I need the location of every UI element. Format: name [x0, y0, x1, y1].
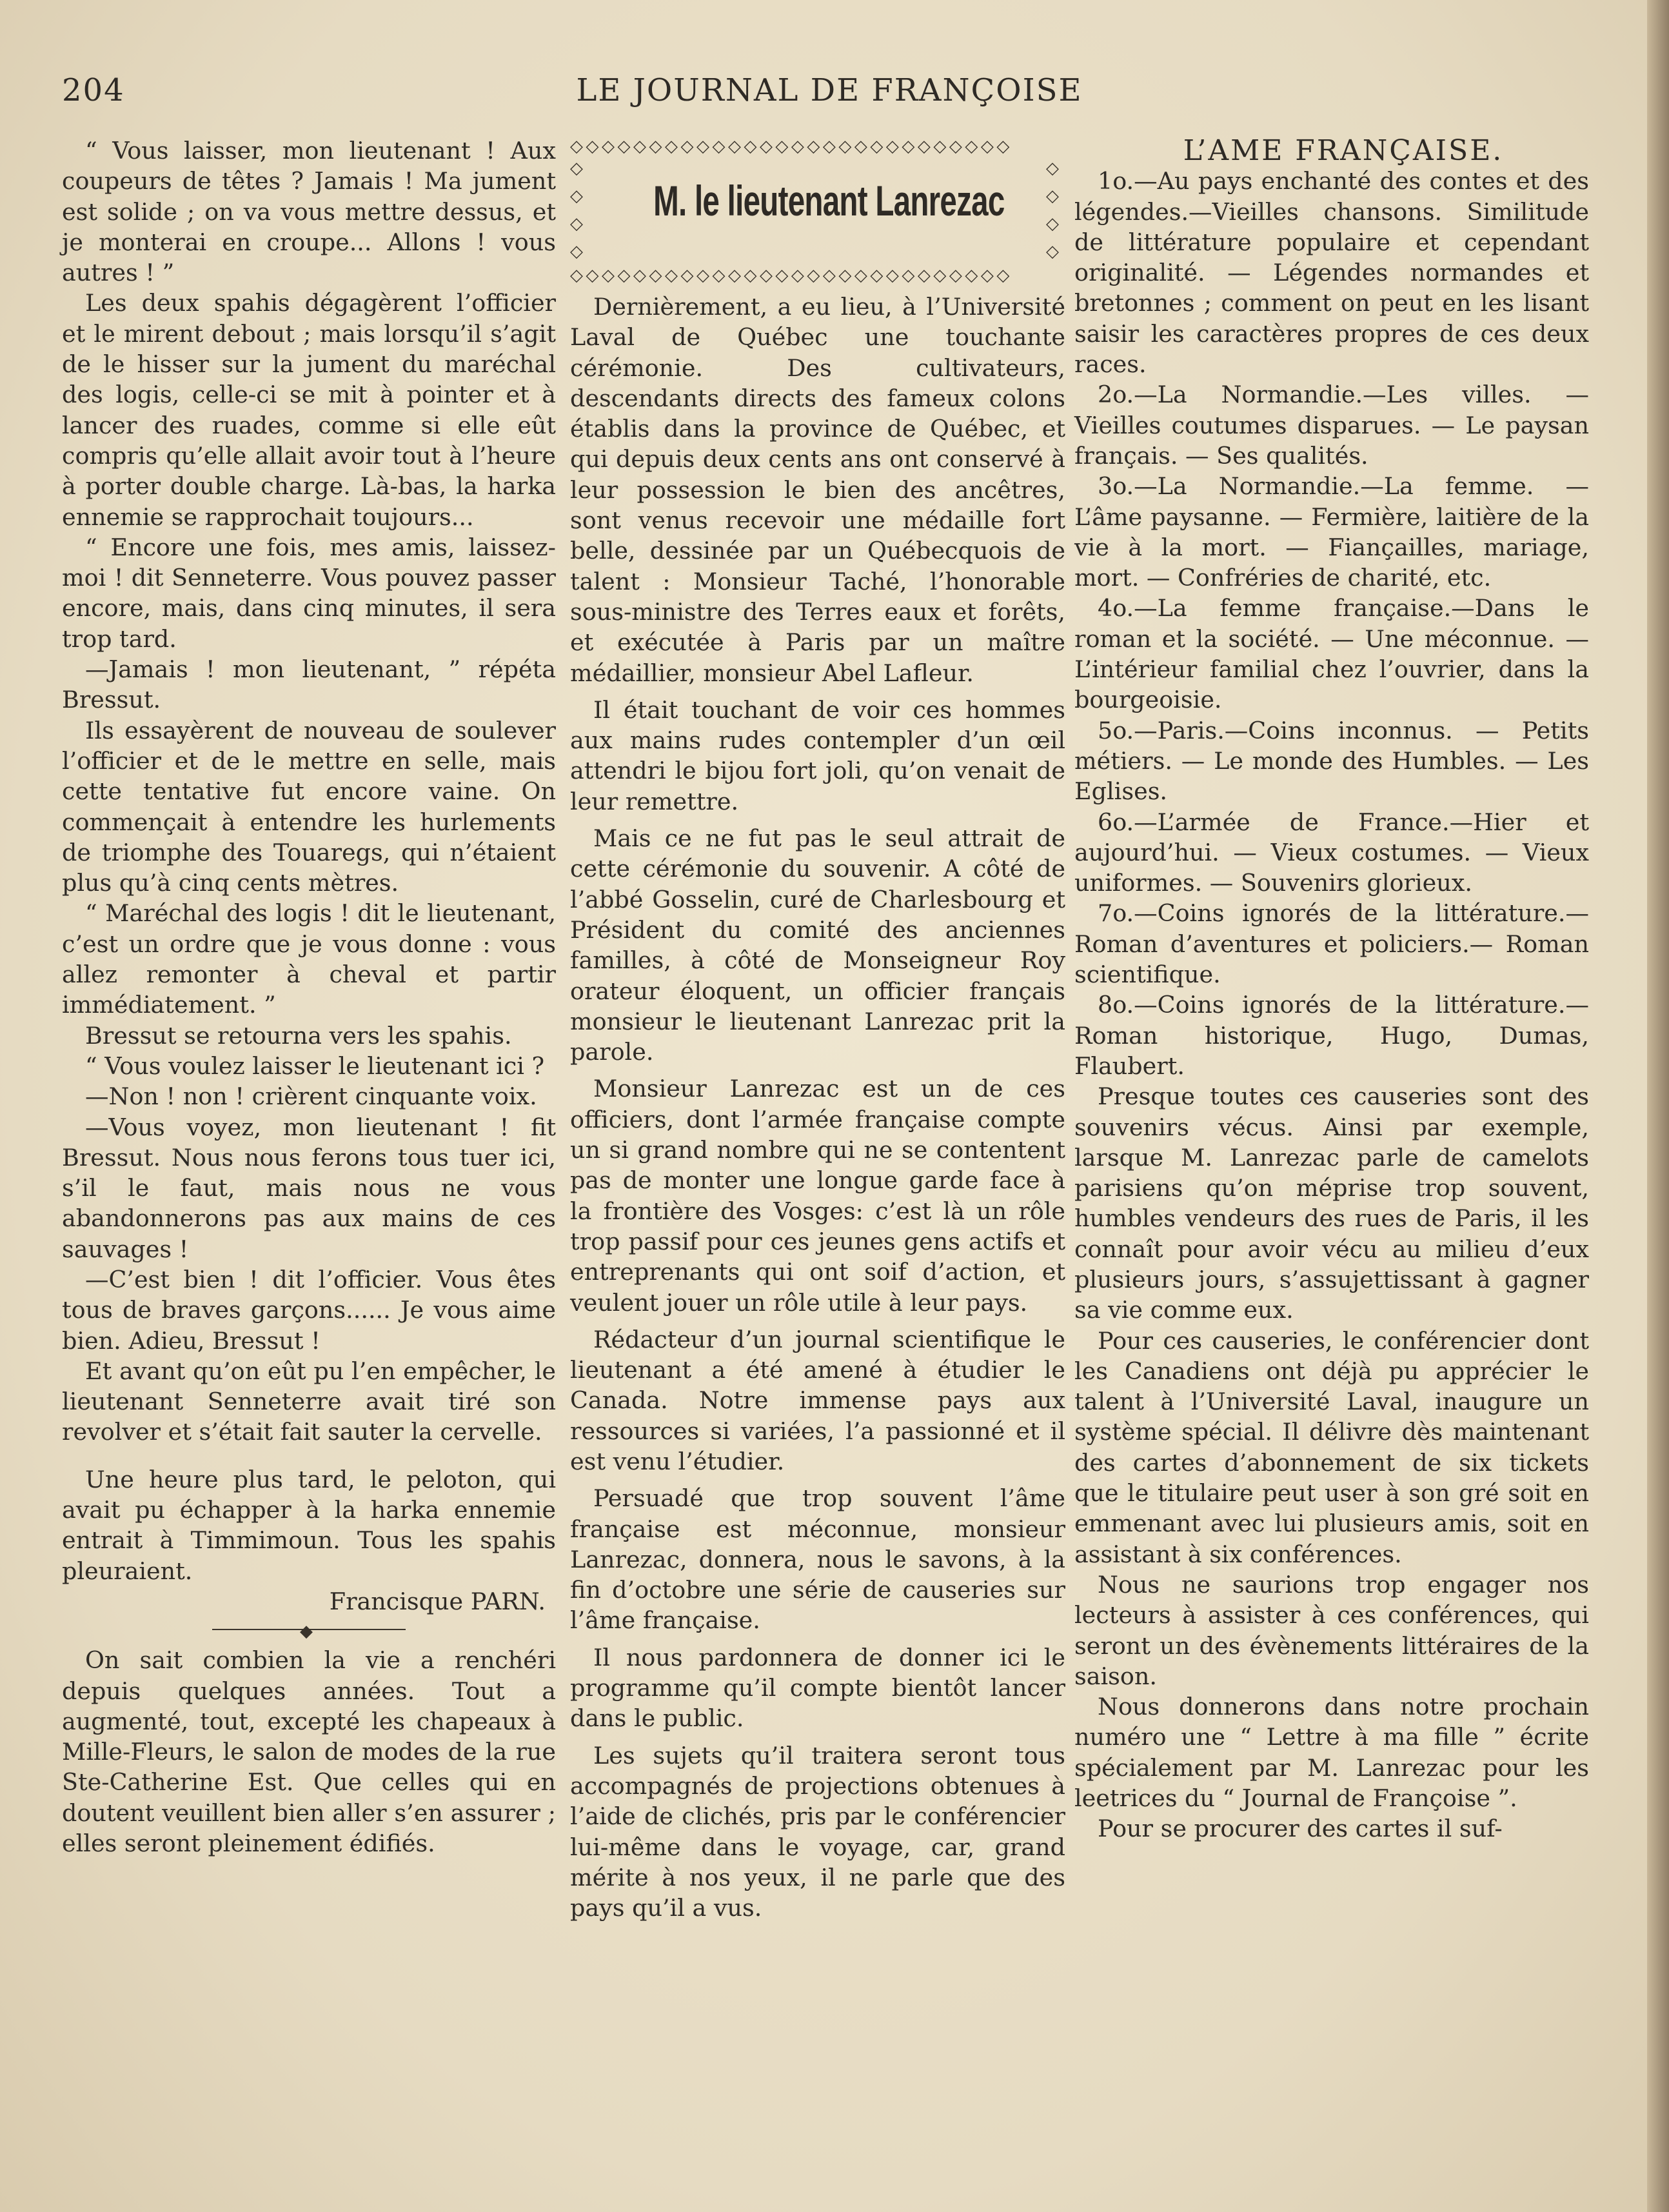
section-title: L’AME FRANÇAISE. [1183, 134, 1504, 167]
diamond-border-bottom: ◇◇◇◇◇◇◇◇◇◇◇◇◇◇◇◇◇◇◇◇◇◇◇◇◇◇◇◇ [570, 267, 1012, 284]
paragraph: Presque toutes ces causeries sont des souvenirs vécus. Ainsi par exemple, larsque M. Lanrezac parle de camelots parisiens qu’on méprise trop souvent, humbles vendeurs des rues de Paris, il les connaît pour avoir vécu au milieu d’eux plusieurs jours, s’assujettissant à gagner sa vie comme eux. [1074, 1082, 1589, 1324]
paragraph: Les deux spahis dégagèrent l’officier et le mirent debout ; mais lorsqu’il s’agit de le hisser sur la jument du maréchal des logis, celle-ci se mit à pointer et à lancer des ruades, comme si elle eût compris qu’elle allait avoir tout à l’heure à porter double charge. Là-bas, la harka ennemie se rapprochait toujours... [62, 289, 556, 531]
diamond-border-top: ◇◇◇◇◇◇◇◇◇◇◇◇◇◇◇◇◇◇◇◇◇◇◇◇◇◇◇◇ [570, 138, 1012, 155]
paragraph: Ils essayèrent de nouveau de soulever l’officier et de le mettre en selle, mais cette tentative fut encore vaine. On commençait à entendre les hurlements de triomphe des Touaregs, qui n’étaient plus qu’à cinq cents mètres. [62, 716, 556, 897]
column-left [62, 135, 556, 1858]
paragraph: Dernièrement, a eu lieu, à l’Université Laval de Québec une touchante cérémonie. Des cultivateurs, descendants directs des fameux colons établis dans la province de Québec, et qui depuis deux cents ans ont conservé à leur possession le bien des ancêtres, sont venus recevoir une médaille fort belle, dessinée par un Québecquois de talent : Monsieur Taché, l’honorable sous-ministre des Terres eaux et forêts, et exécutée à Paris par un maître médaillier, monsieur Abel Lafleur. [570, 293, 1065, 687]
paragraph: —Jamais ! mon lieutenant, ” répéta Bressut. [62, 655, 556, 714]
column-right [1074, 135, 1589, 1844]
paragraph: Pour ces causeries, le conférencier dont les Canadiens ont déjà pu apprécier le talent à l’Université Laval, inaugure un système spécial. Il délivre dès maintenant des cartes d’abonnement de six tickets que le titulaire peut user à son gré soit en emmenant avec lui plusieurs amis, soit en assistant à six conférences. [1074, 1326, 1589, 1568]
paragraph: Persuadé que trop souvent l’âme française est méconnue, monsieur Lanrezac, donnera, nous le savons, à la fin d’octobre une série de causeries sur l’âme française. [570, 1484, 1065, 1635]
section-divider [212, 1622, 406, 1637]
diamond-border-left: ◇ ◇ ◇ ◇ [570, 159, 583, 261]
paragraph: —C’est bien ! dit l’officier. Vous êtes tous de braves garçons...... Je vous aime bien. Adieu, Bressut ! [62, 1265, 556, 1355]
paragraph: Monsieur Lanrezac est un de ces officiers, dont l’armée française compte un si grand nombre qui ne se contentent pas de monter une longue garde face à la frontière des Vosges: c’est là un rôle trop passif pour ces jeunes gens actifs et entreprenants qui ont soif d’action, et veulent jouer un rôle utile à leur pays. [570, 1075, 1065, 1317]
paragraph: Nous donnerons dans notre prochain numéro une “ Lettre à ma fille ” écrite spécialement par M. Lanrezac pour les leetrices du “ Journal de Françoise ”. [1074, 1693, 1589, 1813]
paragraph: Pour se procurer des cartes il suf- [1098, 1815, 1503, 1843]
paragraph: Les sujets qu’il traitera seront tous accompagnés de projections obtenues à l’aide de clichés, pris par le conférencier lui-même dans le voyage, car, grand mérite à nos yeux, il ne parle que des pays qu’il a vus. [570, 1741, 1065, 1922]
page-header [62, 72, 1597, 117]
paragraph: “ Vous laisser, mon lieutenant ! Aux coupeurs de têtes ? Jamais ! Ma jument est solide ; on va vous mettre dessus, et je monterai en croupe... Allons ! vous autres ! ” [62, 137, 556, 287]
paragraph: Nous ne saurions trop engager nos lecteurs à assister à ces conférences, qui seront un des évènements littéraires de la saison. [1074, 1570, 1589, 1690]
program-item: 5o.—Paris.—Coins inconnus. — Petits métiers. — Le monde des Humbles. — Les Eglises. [1074, 716, 1589, 806]
signature [62, 1586, 556, 1617]
signature-first: Francisque [329, 1587, 464, 1615]
paragraph: —Non ! non ! crièrent cinquante voix. [85, 1082, 537, 1111]
article-title-frame [570, 135, 1065, 285]
column-middle [570, 135, 1065, 1923]
program-item: 3o.—La Normandie.—La femme. — L’âme paysanne. — Fermière, laitière de la vie à la mort. — Fiançailles, mariage, mort. — Confréries de charité, etc. [1074, 472, 1589, 592]
paragraph: —Vous voyez, mon lieutenant ! fit Bressut. Nous nous ferons tous tuer ici, s’il le faut, mais nous ne vous abandonnerons pas aux mains de ces sauvages ! [62, 1113, 556, 1263]
diamond-border-right: ◇ ◇ ◇ ◇ [1046, 159, 1059, 261]
program-item: 7o.—Coins ignorés de la littérature.—Roman d’aventures et policiers.— Roman scientifique. [1074, 899, 1589, 989]
signature-last: PARN. [470, 1587, 546, 1615]
paragraph: “ Maréchal des logis ! dit le lieutenant, c’est un ordre que je vous donne : vous allez remonter à cheval et partir immédiatement. ” [62, 899, 556, 1019]
program-item: 1o.—Au pays enchanté des contes et des légendes.—Vieilles chansons. Similitude de littérature populaire et cependant originalité. — Légendes normandes et bretonnes ; comment on peut en les lisant saisir les caractères propres de ces deux races. [1074, 167, 1589, 379]
page-edge [1647, 0, 1669, 2212]
paragraph: Mais ce ne fut pas le seul attrait de cette cérémonie du souvenir. A côté de l’abbé Gosselin, curé de Charlesbourg et Président du comité des anciennes familles, à côté de Monseigneur Roy orateur éloquent, un officier français monsieur le lieutenant Lanrezac prit la parole. [570, 824, 1065, 1066]
paragraph: “ Vous voulez laisser le lieutenant ici ? [85, 1051, 545, 1080]
program-item: 6o.—L’armée de France.—Hier et aujourd’hui. — Vieux costumes. — Vieux uniformes. — Souvenirs glorieux. [1074, 808, 1589, 897]
program-item: 4o.—La femme française.—Dans le roman et la société. — Une méconnue. — L’intérieur familial chez l’ouvrier, dans la bourgeoisie. [1074, 594, 1589, 714]
paragraph: “ Encore une fois, mes amis, laissez-moi ! dit Senneterre. Vous pouvez passer encore, mais, dans cinq minutes, il sera trop tard. [62, 533, 556, 653]
paragraph: Il était touchant de voir ces hommes aux mains rudes contempler d’un œil attendri le bijou fort joli, qu’on venait de leur remettre. [570, 695, 1065, 815]
notice-paragraph: On sait combien la vie a renchéri depuis quelques années. Tout a augmenté, tout, excepté les chapeaux à Mille-Fleurs, le salon de modes de la rue Ste-Catherine Est. Que celles qui en doutent veuillent bien aller s’en assurer ; elles seront pleinement édifiés. [62, 1646, 556, 1858]
epilogue-paragraph: Une heure plus tard, le peloton, qui avait pu échapper à la harka ennemie entrait à Timmimoun. Tous les spahis pleuraient. [62, 1465, 556, 1585]
running-title: LE JOURNAL DE FRANÇOISE [576, 72, 1083, 108]
article-title: M. le lieutenant Lanrezac [653, 177, 1005, 224]
paragraph: Il nous pardonnera de donner ici le programme qu’il compte bientôt lancer dans le public. [570, 1643, 1065, 1733]
paragraph: Rédacteur d’un journal scientifique le lieutenant a été amené à étudier le Canada. Notre immense pays aux ressources si variées, l’a passionné et il est venu l’étudier. [570, 1325, 1065, 1475]
paragraph: Bressut se retourna vers les spahis. [85, 1021, 512, 1050]
page-number: 204 [62, 72, 125, 108]
paragraph: Et avant qu’on eût pu l’en empêcher, le lieutenant Senneterre avait tiré son revolver et s’était fait sauter la cervelle. [62, 1357, 556, 1446]
program-item: 2o.—La Normandie.—Les villes. — Vieilles coutumes disparues. — Le paysan français. — Ses qualités. [1074, 381, 1589, 470]
program-item: 8o.—Coins ignorés de la littérature.—Roman historique, Hugo, Dumas, Flaubert. [1074, 991, 1589, 1080]
